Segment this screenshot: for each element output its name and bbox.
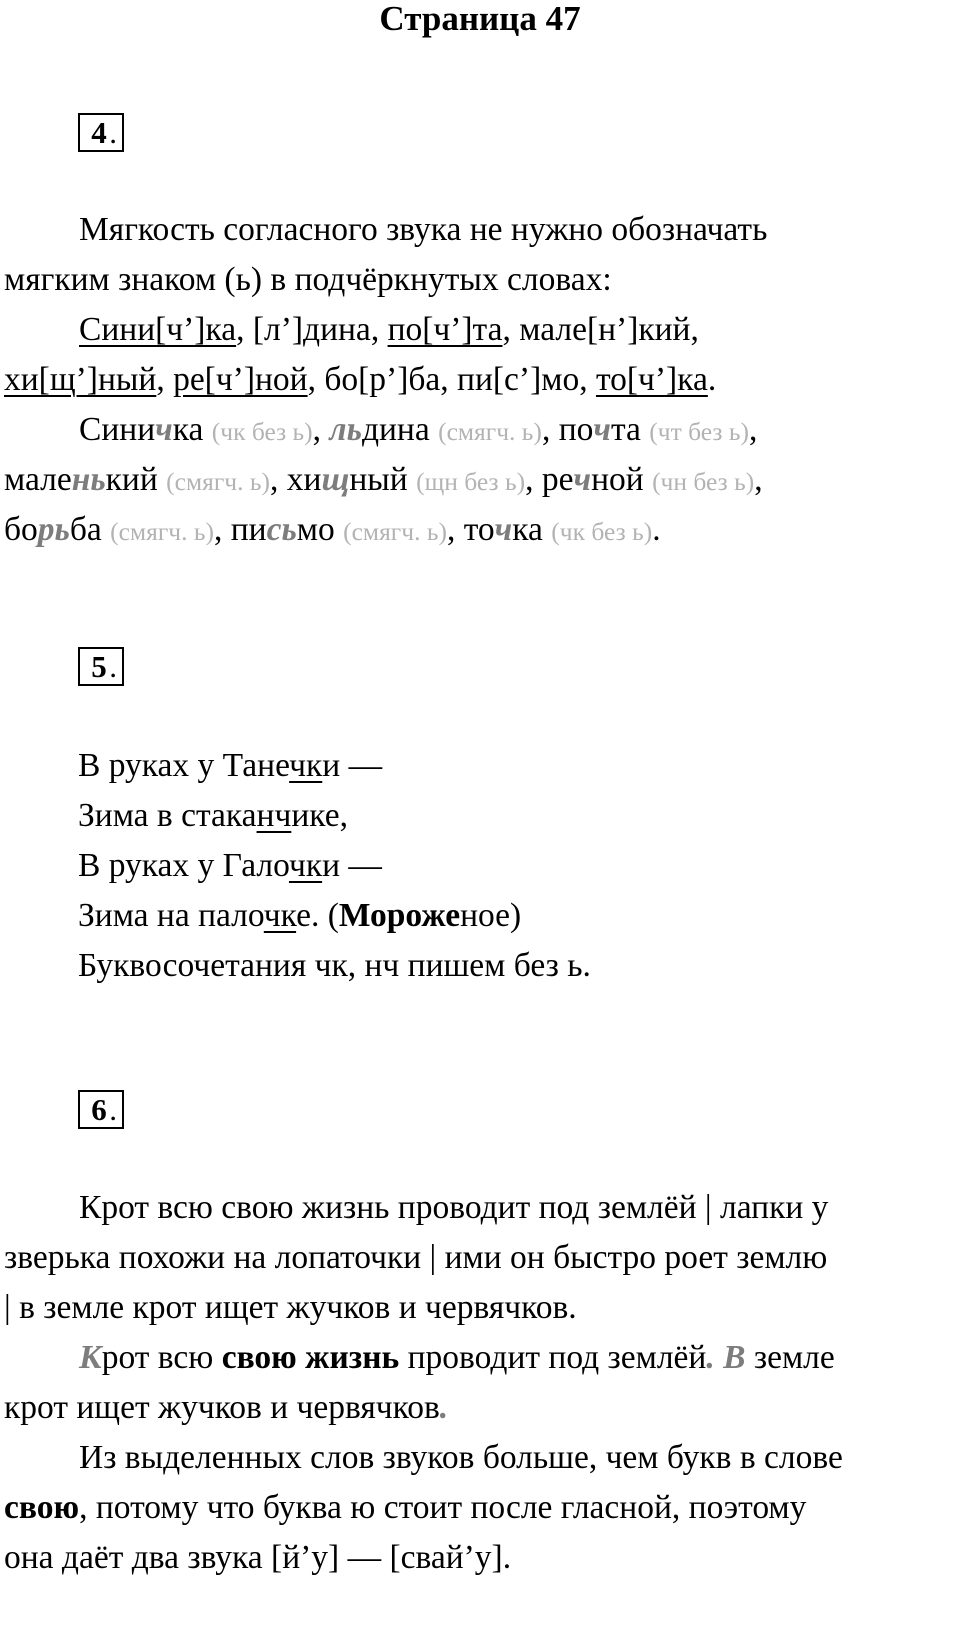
task4-intro-line-2: мягким знаком (ь) в подчёркнутых словах:	[4, 261, 612, 298]
task-number-value: 5	[91, 649, 107, 684]
underlined-letters: чк	[263, 897, 297, 934]
task4-text	[4, 205, 960, 555]
task-number-dot: .	[109, 115, 117, 150]
rule-hint: (чн без ь)	[652, 467, 755, 496]
task6-para2-line-1	[4, 1333, 960, 1383]
answer-word-part: ре	[541, 461, 574, 498]
task6-para3-line-1: Из выделенных слов звуков больше, чем букв в слове	[79, 1439, 843, 1476]
underlined-word: то[ч’]ка	[595, 361, 708, 398]
riddle-answer: Мороже	[338, 897, 461, 934]
sentence-text: , потому что буква ю стоит после гласной, поэтому	[79, 1489, 807, 1526]
underlined-word: по[ч’]та	[387, 311, 503, 348]
poem-text: В руках у Тане	[78, 747, 290, 784]
rule-hint: (чк без ь)	[551, 517, 653, 546]
answer-word-part: ный	[349, 461, 408, 498]
task6-para2-line-2	[4, 1383, 960, 1433]
bold-word: свою	[4, 1489, 80, 1526]
word: мале[н’]кий	[519, 311, 691, 348]
task-number-dot: .	[109, 649, 117, 684]
sentence-period: .	[706, 1339, 715, 1376]
highlighted-letters: сь	[266, 511, 297, 548]
task-number-value: 6	[91, 1092, 107, 1127]
poem-text: Зима в стака	[78, 797, 257, 834]
poem-text: и —	[322, 847, 382, 884]
poem-text: е. (	[296, 897, 339, 934]
rule-hint: (чк без ь)	[211, 417, 313, 446]
highlighted-letters: ч	[573, 461, 592, 498]
rule-hint: (смягч. ь)	[166, 467, 271, 496]
task-number-dot: .	[109, 1092, 117, 1127]
highlighted-letters: нь	[71, 461, 106, 498]
answer-word-part: дина	[361, 411, 430, 448]
poem-text: Зима на пало	[78, 897, 264, 934]
sentence-text: рот всю	[101, 1339, 222, 1376]
answer-word-part: та	[610, 411, 641, 448]
rule-hint: (щн без ь)	[416, 467, 526, 496]
highlighted-letters: щ	[321, 461, 350, 498]
poem-line-3	[78, 841, 958, 891]
answer-word-part: ба	[69, 511, 102, 548]
answer-word-part: кий	[105, 461, 158, 498]
poem-text: н	[460, 897, 479, 934]
poem-line-2	[78, 791, 958, 841]
underlined-letters: чк	[289, 747, 323, 784]
rule-hint: (чт без ь)	[649, 417, 749, 446]
underlined-word: ре[ч’]ной	[173, 361, 308, 398]
highlighted-letters: ч	[593, 411, 611, 448]
answer-word-part: ка	[512, 511, 543, 548]
task6-para3-line-3: она даёт два звука [й’у] — [свай’у].	[4, 1539, 512, 1576]
page-title: Страница 47	[379, 0, 581, 38]
answer-word-part: ка	[172, 411, 204, 448]
sentence-text: крот ищет жучков и червячков	[4, 1389, 440, 1426]
sentence-text: земле	[745, 1339, 835, 1376]
task4-words-line-2: хи[щ’]ный, ре[ч’]ной, бо[р’]ба, пи[с’]мо, то[ч’]ка.	[4, 361, 717, 398]
rule-line: Буквосочетания чк, нч пишем без ь.	[78, 947, 591, 984]
rule-hint: (смягч. ь)	[438, 417, 542, 446]
poem-text: и —	[322, 747, 383, 784]
task6-para1-line-3: | в земле крот ищет жучков и червячков.	[4, 1289, 577, 1326]
task5-poem	[78, 741, 958, 991]
underlined-letters: нч	[256, 797, 292, 834]
word: [л’]дина	[252, 311, 371, 348]
task-number-6	[78, 1090, 124, 1129]
task4-answer-line-2: маленький (смягч. ь), хищный (щн без ь), речной (чн без ь),	[4, 461, 763, 498]
bold-words: свою жизнь	[221, 1339, 400, 1376]
answer-word-part: хи	[286, 461, 322, 498]
word: бо[р’]ба	[324, 361, 441, 398]
highlighted-letters: ль	[329, 411, 362, 448]
underlined-word: хи[щ’]ный	[4, 361, 157, 398]
answer-word-part: мо	[296, 511, 335, 548]
task4-answer-line-1: Синичка (чк без ь), льдина (смягч. ь), почта (чт без ь),	[79, 411, 758, 448]
task6-para1-line-2: зверька похожи на лопаточки | ими он быстро роет землю	[4, 1239, 828, 1276]
rule-hint: (смягч. ь)	[343, 517, 447, 546]
task6-para1-line-1: Крот всю свою жизнь проводит под землёй | лапки у	[79, 1189, 829, 1226]
sentence-space	[715, 1339, 723, 1376]
rule-hint: (смягч. ь)	[110, 517, 214, 546]
task4-words-line-1: Сини[ч’]ка, [л’]дина, по[ч’]та, мале[н’]кий,	[79, 311, 699, 348]
task-number-value: 4	[91, 115, 107, 150]
poem-line-1	[78, 741, 958, 791]
underlined-letters: чк	[288, 847, 323, 884]
highlighted-letters: ч	[494, 511, 513, 548]
answer-word-part: ной	[591, 461, 644, 498]
poem-text: ике,	[291, 797, 348, 834]
sentence-period: .	[439, 1389, 449, 1426]
task-number-5	[78, 647, 124, 686]
answer-word-part: по	[558, 411, 594, 448]
task4-intro-line-1: Мягкость согласного звука не нужно обозначать	[79, 211, 768, 248]
answer-word-part: мале	[4, 461, 72, 498]
capital-letter: В	[723, 1339, 746, 1376]
poem-text: ое)	[478, 897, 522, 934]
capital-letter: К	[79, 1339, 102, 1376]
sentence-text: проводит под землёй	[399, 1339, 707, 1376]
answer-word-part: пи	[230, 511, 267, 548]
word: пи[с’]мо	[457, 361, 580, 398]
task-number-4	[78, 113, 124, 152]
answer-word-part: то	[463, 511, 495, 548]
task6-para3-line-2	[4, 1483, 960, 1533]
task4-answer-line-3: борьба (смягч. ь), письмо (смягч. ь), точка (чк без ь).	[4, 511, 661, 548]
highlighted-letters: ч	[155, 411, 173, 448]
answer-word-part: бо	[4, 511, 38, 548]
poem-line-4	[78, 891, 958, 941]
poem-text: В руках у Гало	[78, 847, 289, 884]
underlined-word: Сини[ч’]ка	[79, 311, 237, 348]
answer-word-part: Сини	[79, 411, 156, 448]
task6-text	[4, 1183, 960, 1583]
highlighted-letters: рь	[37, 511, 70, 548]
